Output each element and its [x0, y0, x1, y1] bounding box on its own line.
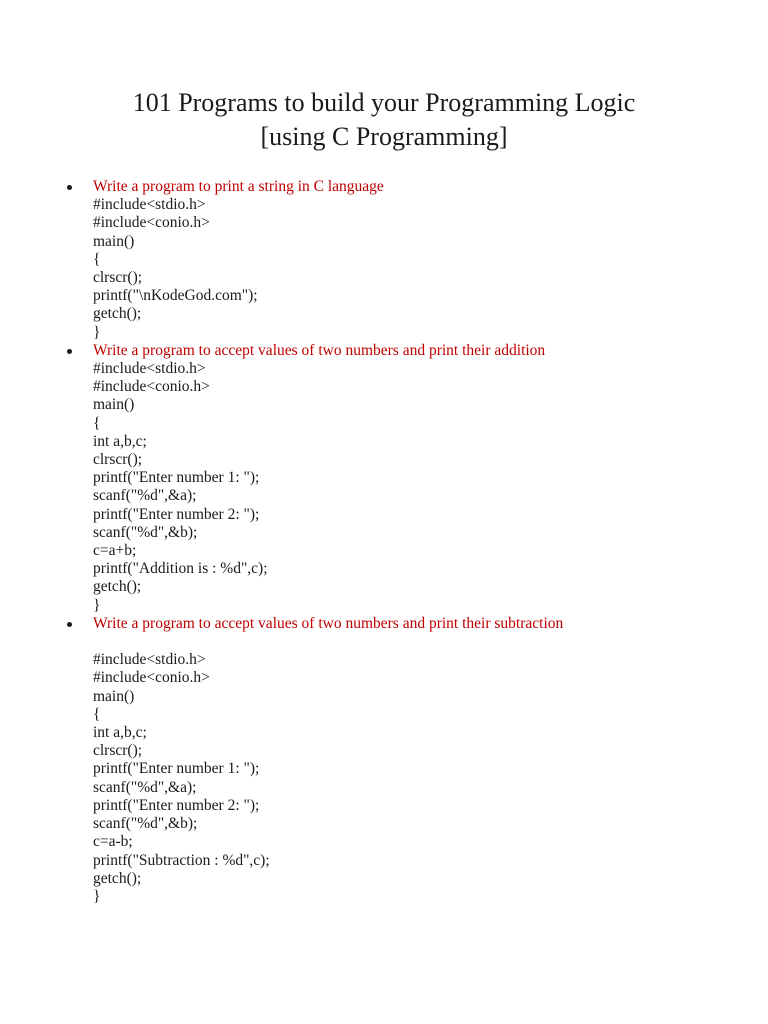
code-line: #include<stdio.h> [93, 360, 206, 378]
code-line: { [93, 414, 101, 432]
code-line: main() [93, 396, 135, 414]
code-line: #include<conio.h> [93, 669, 210, 687]
program-item [0, 342, 768, 615]
code-line: getch(); [93, 578, 142, 596]
code-line: clrscr(); [93, 269, 143, 287]
bullet-icon [67, 185, 72, 190]
code-line: main() [93, 687, 135, 705]
program-heading: Write a program to accept values of two numbers and print their subtraction [93, 614, 564, 632]
blank-line [93, 633, 768, 651]
code-line: printf("Addition is : %d",c); [93, 560, 268, 578]
code-line: main() [93, 232, 135, 250]
code-line: #include<conio.h> [93, 214, 210, 232]
code-line: #include<conio.h> [93, 378, 210, 396]
code-line: getch(); [93, 869, 142, 887]
title-line-2: [using C Programming] [260, 122, 508, 151]
code-line: scanf("%d",&a); [93, 487, 197, 505]
code-line: #include<stdio.h> [93, 651, 206, 669]
code-line: { [93, 705, 101, 723]
code-line: int a,b,c; [93, 724, 147, 742]
code-line: printf("Enter number 1: "); [93, 469, 260, 487]
code-line: scanf("%d",&b); [93, 815, 198, 833]
code-line: } [93, 887, 101, 905]
code-line: c=a+b; [93, 542, 137, 560]
code-line: int a,b,c; [93, 432, 147, 450]
program-heading: Write a program to print a string in C language [93, 178, 384, 195]
program-list [0, 178, 768, 906]
code-line: c=a-b; [93, 833, 133, 851]
code-line: printf("\nKodeGod.com"); [93, 287, 258, 305]
code-line: clrscr(); [93, 451, 143, 469]
code-line: } [93, 323, 101, 341]
code-line: getch(); [93, 305, 142, 323]
code-line: printf("Enter number 2: "); [93, 796, 260, 814]
program-heading: Write a program to accept values of two numbers and print their addition [93, 341, 546, 359]
bullet-icon [67, 622, 72, 627]
code-line: #include<stdio.h> [93, 196, 206, 214]
code-block [93, 196, 768, 342]
document-title [0, 86, 768, 154]
code-line: printf("Enter number 1: "); [93, 760, 260, 778]
code-line: } [93, 596, 101, 614]
code-block [93, 651, 768, 906]
code-line: { [93, 250, 101, 268]
code-block [93, 360, 768, 615]
code-line: printf("Enter number 2: "); [93, 505, 260, 523]
code-line: scanf("%d",&a); [93, 778, 197, 796]
program-item [0, 615, 768, 906]
code-line: printf("Subtraction : %d",c); [93, 851, 270, 869]
code-line: clrscr(); [93, 742, 143, 760]
program-item [0, 178, 768, 342]
code-line: scanf("%d",&b); [93, 523, 198, 541]
bullet-icon [67, 349, 72, 354]
title-line-1: 101 Programs to build your Programming Logic [132, 88, 636, 117]
